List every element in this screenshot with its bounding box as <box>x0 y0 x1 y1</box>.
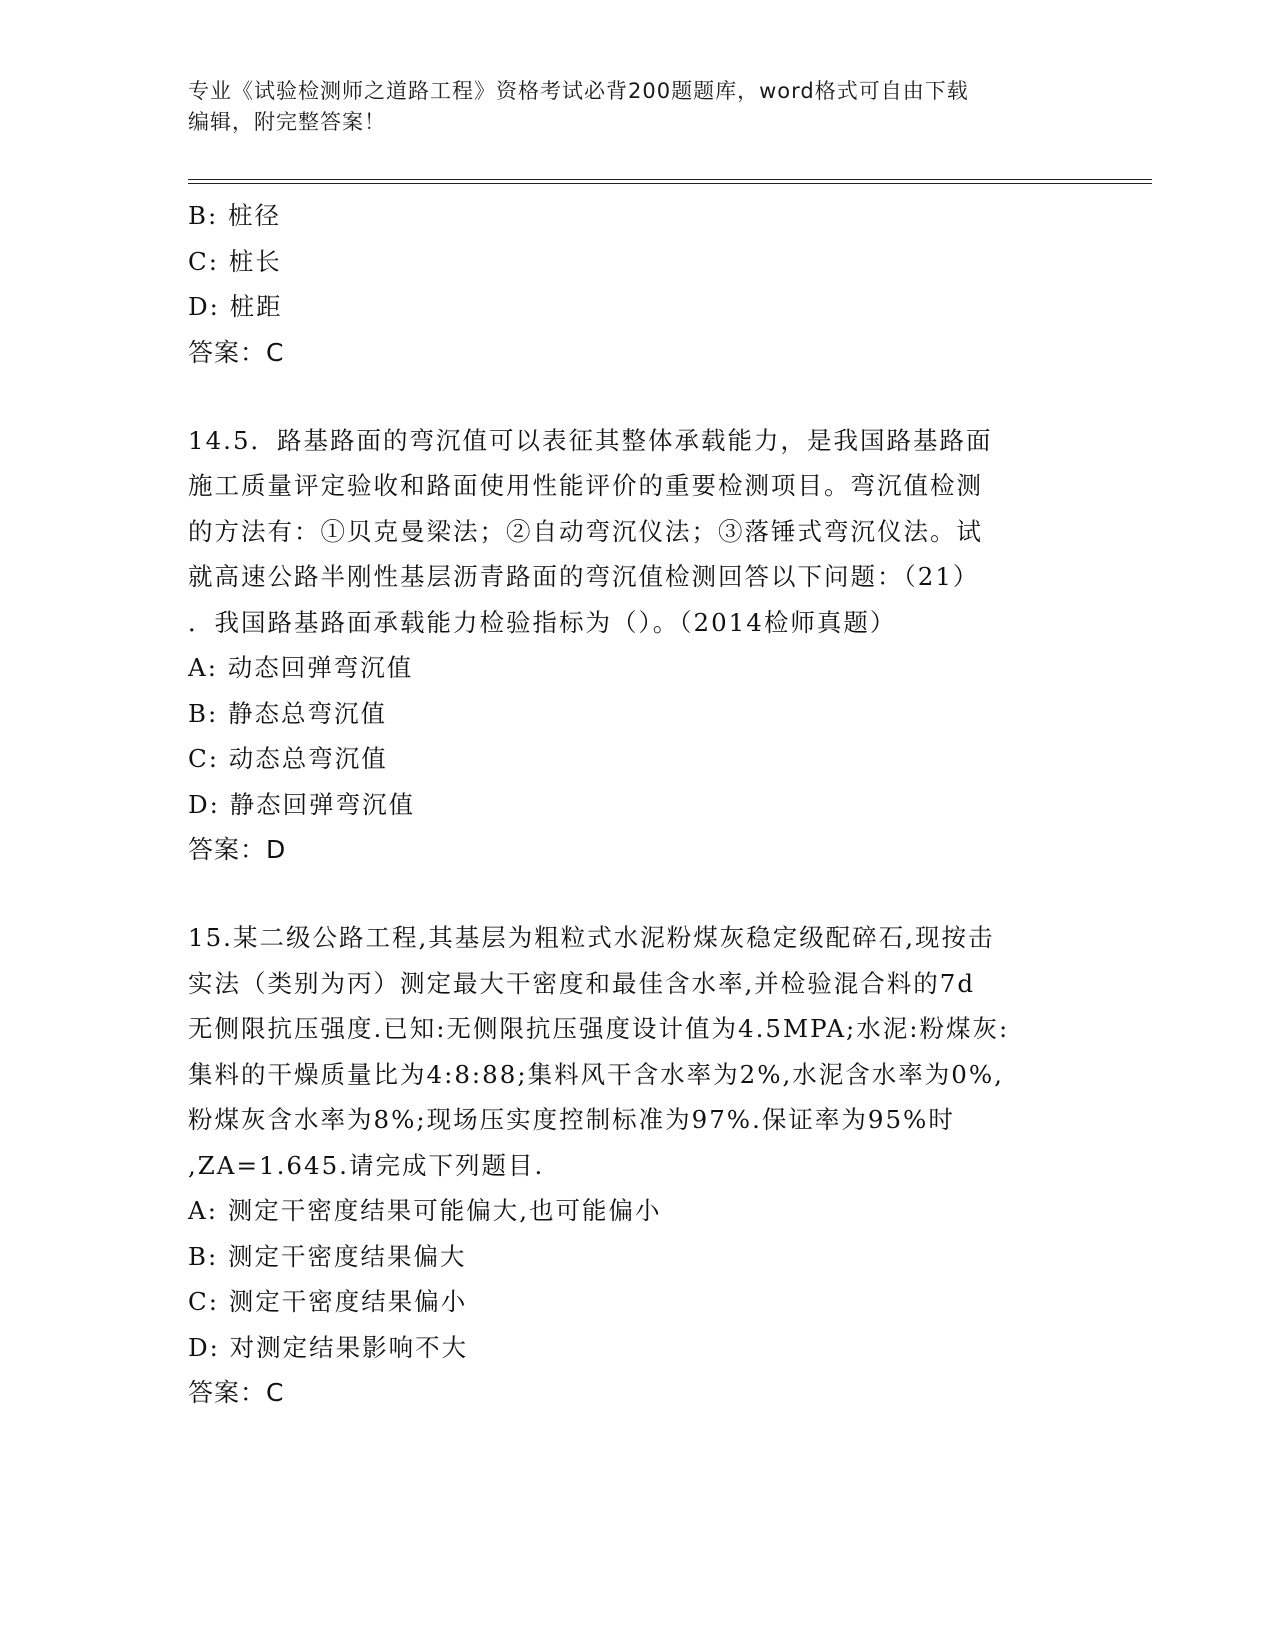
option-c: C: 测定干密度结果偏小 <box>188 1287 468 1316</box>
question-text-line: 施工质量评定验收和路面使用性能评价的重要检测项目。弯沉值检测 <box>188 471 983 500</box>
option-d: D: 对测定结果影响不大 <box>188 1332 469 1362</box>
spacer <box>188 873 1078 915</box>
spacer <box>188 376 1078 418</box>
document-header <box>188 76 1088 138</box>
question-14 <box>188 418 1078 874</box>
header-divider-top <box>188 179 1152 180</box>
question-text-line: 粉煤灰含水率为8%;现场压实度控制标准为97%.保证率为95%时 <box>188 1105 955 1134</box>
answer-label: 答案：C <box>188 1378 285 1407</box>
option-c: C: 动态总弯沉值 <box>188 744 388 773</box>
header-line-2: 编辑，附完整答案！ <box>188 110 386 134</box>
question-text-line: 就高速公路半刚性基层沥青路面的弯沉值检测回答以下问题：（21） <box>188 562 980 591</box>
question-text-line: 实法（类别为丙）测定最大干密度和最佳含水率,并检验混合料的7d <box>188 968 976 998</box>
question-text-line: ,ZA=1.645.请完成下列题目. <box>188 1150 545 1180</box>
option-c: C: 桩长 <box>188 246 282 276</box>
option-b: B: 静态总弯沉值 <box>188 698 388 728</box>
question-text-line: ．我国路基路面承载能力检验指标为（）。（2014检师真题） <box>188 607 897 637</box>
question-text-line: 的方法有：①贝克曼梁法；②自动弯沉仪法；③落锤式弯沉仪法。试 <box>188 516 983 546</box>
document-body <box>188 193 1078 1416</box>
option-b: B: 桩径 <box>188 201 282 230</box>
option-a: A: 动态回弹弯沉值 <box>188 653 414 682</box>
option-b: B: 测定干密度结果偏大 <box>188 1241 467 1271</box>
question-text-line: 无侧限抗压强度.已知:无侧限抗压强度设计值为4.5MPA;水泥:粉煤灰: <box>188 1014 1010 1043</box>
question-text-line: 15.某二级公路工程,其基层为粗粒式水泥粉煤灰稳定级配碎石,现按击 <box>188 923 995 952</box>
answer-label: 答案：C <box>188 337 285 367</box>
option-d: D: 静态回弹弯沉值 <box>188 789 416 819</box>
option-a: A: 测定干密度结果可能偏大,也可能偏小 <box>188 1196 662 1225</box>
header-divider-bottom <box>188 183 1152 184</box>
question-text-line: 集料的干燥质量比为4:8:88;集料风干含水率为2%,水泥含水率为0%, <box>188 1059 1004 1089</box>
header-line-1: 专业《试验检测师之道路工程》资格考试必背200题题库，word格式可自由下载 <box>188 79 969 103</box>
answer-label: 答案：D <box>188 835 287 864</box>
question-13-tail <box>188 193 1078 376</box>
question-15 <box>188 915 1078 1416</box>
option-d: D: 桩距 <box>188 292 283 321</box>
question-text-line: 14.5．路基路面的弯沉值可以表征其整体承载能力，是我国路基路面 <box>188 425 993 455</box>
